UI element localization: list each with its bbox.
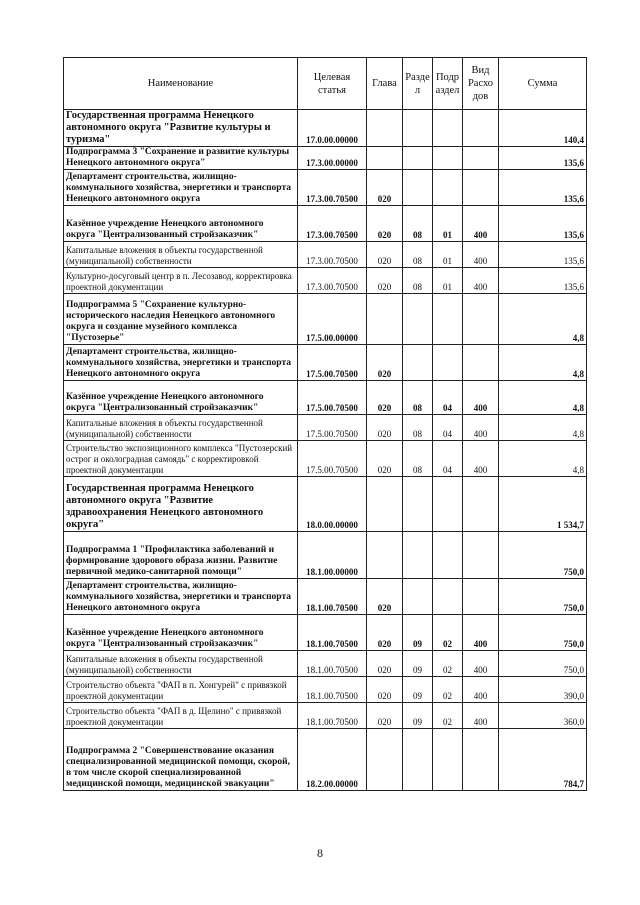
column-header-subsection: Подр аздел bbox=[433, 58, 463, 110]
row-glava bbox=[367, 110, 403, 147]
column-header-name: Наименование bbox=[64, 58, 298, 110]
row-name: Строительство объекта "ФАП в п. Хонгурей" с привязкой проектной документации bbox=[64, 677, 298, 703]
row-vid: 400 bbox=[463, 703, 499, 729]
row-razdel: 08 bbox=[403, 206, 433, 242]
row-podrazdel: 01 bbox=[433, 268, 463, 294]
row-vid: 400 bbox=[463, 677, 499, 703]
row-vid: 400 bbox=[463, 381, 499, 415]
table-row bbox=[64, 294, 587, 345]
row-glava bbox=[367, 532, 403, 579]
row-name: Подпрограмма 5 "Сохранение культурно-исторического наследия Ненецкого автономного округа и создание музейного комплекса "Пустозерье" bbox=[64, 294, 298, 345]
row-name: Департамент строительства, жилищно-коммунального хозяйства, энергетики и транспорта Ненецкого автономного округа bbox=[64, 345, 298, 381]
row-code: 17.3.00.00000 bbox=[298, 147, 367, 170]
row-razdel: 08 bbox=[403, 441, 433, 477]
row-podrazdel bbox=[433, 345, 463, 381]
row-vid bbox=[463, 345, 499, 381]
row-razdel bbox=[403, 294, 433, 345]
row-podrazdel: 02 bbox=[433, 615, 463, 651]
row-name: Строительство объекта "ФАП в д. Щелино" с привязкой проектной документации bbox=[64, 703, 298, 729]
table-row bbox=[64, 415, 587, 441]
row-glava: 020 bbox=[367, 268, 403, 294]
row-name: Государственная программа Ненецкого автономного округа "Развитие здравоохранения Ненецкого автономного округа" bbox=[64, 477, 298, 532]
row-podrazdel: 04 bbox=[433, 381, 463, 415]
row-vid bbox=[463, 294, 499, 345]
row-sum: 4,8 bbox=[499, 345, 587, 381]
row-podrazdel bbox=[433, 110, 463, 147]
row-vid: 400 bbox=[463, 415, 499, 441]
table-row bbox=[64, 441, 587, 477]
row-vid bbox=[463, 147, 499, 170]
row-podrazdel bbox=[433, 147, 463, 170]
row-vid: 400 bbox=[463, 441, 499, 477]
row-code: 17.5.00.70500 bbox=[298, 441, 367, 477]
row-podrazdel: 02 bbox=[433, 677, 463, 703]
row-sum: 390,0 bbox=[499, 677, 587, 703]
row-code: 18.2.00.00000 bbox=[298, 729, 367, 791]
row-code: 18.1.00.00000 bbox=[298, 532, 367, 579]
row-razdel: 09 bbox=[403, 703, 433, 729]
row-code: 18.1.00.70500 bbox=[298, 703, 367, 729]
row-code: 17.3.00.70500 bbox=[298, 242, 367, 268]
row-razdel: 09 bbox=[403, 615, 433, 651]
row-glava: 020 bbox=[367, 415, 403, 441]
row-name: Капитальные вложения в объекты государственной (муниципальной) собственности bbox=[64, 651, 298, 677]
table-row bbox=[64, 532, 587, 579]
row-sum: 140,4 bbox=[499, 110, 587, 147]
row-podrazdel: 02 bbox=[433, 651, 463, 677]
row-vid: 400 bbox=[463, 615, 499, 651]
row-razdel: 08 bbox=[403, 242, 433, 268]
row-code: 18.1.00.70500 bbox=[298, 677, 367, 703]
table-row bbox=[64, 651, 587, 677]
row-glava: 020 bbox=[367, 381, 403, 415]
row-code: 18.0.00.00000 bbox=[298, 477, 367, 532]
row-vid bbox=[463, 170, 499, 206]
row-razdel: 09 bbox=[403, 651, 433, 677]
row-code: 17.5.00.70500 bbox=[298, 415, 367, 441]
row-code: 17.3.00.70500 bbox=[298, 206, 367, 242]
row-sum: 135,6 bbox=[499, 268, 587, 294]
budget-table bbox=[63, 57, 587, 791]
table-row bbox=[64, 110, 587, 147]
table-row bbox=[64, 268, 587, 294]
table-row bbox=[64, 170, 587, 206]
row-sum: 750,0 bbox=[499, 579, 587, 615]
row-sum: 135,6 bbox=[499, 147, 587, 170]
table-row bbox=[64, 345, 587, 381]
row-code: 17.5.00.70500 bbox=[298, 345, 367, 381]
page-number: 8 bbox=[317, 846, 323, 860]
row-podrazdel: 01 bbox=[433, 242, 463, 268]
table-row bbox=[64, 381, 587, 415]
row-vid: 400 bbox=[463, 206, 499, 242]
row-name: Подпрограмма 2 "Совершенствование оказания специализированной медицинской помощи, скорой, в том числе скорой специализированной медицинской помощи, медицинской эвакуации" bbox=[64, 729, 298, 791]
row-sum: 135,6 bbox=[499, 170, 587, 206]
row-razdel bbox=[403, 147, 433, 170]
row-glava bbox=[367, 294, 403, 345]
row-glava bbox=[367, 147, 403, 170]
row-code: 17.5.00.70500 bbox=[298, 381, 367, 415]
row-glava: 020 bbox=[367, 615, 403, 651]
row-podrazdel: 04 bbox=[433, 415, 463, 441]
row-podrazdel bbox=[433, 579, 463, 615]
row-code: 18.1.00.70500 bbox=[298, 579, 367, 615]
row-razdel bbox=[403, 170, 433, 206]
row-name: Строительство экспозиционного комплекса "Пустозерский острог и околоградная самоядь" с корректировкой проектной документации bbox=[64, 441, 298, 477]
row-razdel: 08 bbox=[403, 381, 433, 415]
column-header-head: Глава bbox=[367, 58, 403, 110]
table-row bbox=[64, 242, 587, 268]
row-vid bbox=[463, 729, 499, 791]
row-glava bbox=[367, 729, 403, 791]
row-glava: 020 bbox=[367, 703, 403, 729]
row-code: 17.0.00.00000 bbox=[298, 110, 367, 147]
row-code: 17.3.00.70500 bbox=[298, 268, 367, 294]
row-sum: 4,8 bbox=[499, 381, 587, 415]
row-vid bbox=[463, 110, 499, 147]
row-sum: 135,6 bbox=[499, 242, 587, 268]
row-razdel bbox=[403, 579, 433, 615]
row-sum: 4,8 bbox=[499, 415, 587, 441]
row-name: Казённое учреждение Ненецкого автономного округа "Централизованный стройзаказчик" bbox=[64, 615, 298, 651]
row-razdel: 08 bbox=[403, 415, 433, 441]
row-glava: 020 bbox=[367, 441, 403, 477]
row-vid: 400 bbox=[463, 242, 499, 268]
table-row bbox=[64, 729, 587, 791]
column-header-type: Вид Расхо дов bbox=[463, 58, 499, 110]
row-podrazdel bbox=[433, 170, 463, 206]
row-name: Культурно-досуговый центр в п. Лесозавод, корректировка проектной документации bbox=[64, 268, 298, 294]
row-razdel bbox=[403, 729, 433, 791]
row-name: Казённое учреждение Ненецкого автономного округа "Централизованный стройзаказчик" bbox=[64, 381, 298, 415]
row-podrazdel: 02 bbox=[433, 703, 463, 729]
table-row bbox=[64, 206, 587, 242]
row-name: Подпрограмма 3 "Сохранение и развитие культуры Ненецкого автономного округа" bbox=[64, 147, 298, 170]
table-row bbox=[64, 703, 587, 729]
row-code: 18.1.00.70500 bbox=[298, 651, 367, 677]
row-podrazdel bbox=[433, 532, 463, 579]
row-razdel: 09 bbox=[403, 677, 433, 703]
row-sum: 750,0 bbox=[499, 532, 587, 579]
row-sum: 784,7 bbox=[499, 729, 587, 791]
row-code: 17.3.00.70500 bbox=[298, 170, 367, 206]
table-header-row bbox=[64, 58, 587, 110]
table-row bbox=[64, 615, 587, 651]
row-vid: 400 bbox=[463, 651, 499, 677]
row-razdel bbox=[403, 532, 433, 579]
column-header-section: Разде л bbox=[403, 58, 433, 110]
row-podrazdel bbox=[433, 729, 463, 791]
row-glava bbox=[367, 477, 403, 532]
row-sum: 750,0 bbox=[499, 651, 587, 677]
row-podrazdel bbox=[433, 294, 463, 345]
row-vid: 400 bbox=[463, 268, 499, 294]
row-sum: 135,6 bbox=[499, 206, 587, 242]
row-razdel: 08 bbox=[403, 268, 433, 294]
table-row bbox=[64, 147, 587, 170]
row-glava: 020 bbox=[367, 651, 403, 677]
row-sum: 750,0 bbox=[499, 615, 587, 651]
row-glava: 020 bbox=[367, 579, 403, 615]
table-row bbox=[64, 677, 587, 703]
row-code: 17.5.00.00000 bbox=[298, 294, 367, 345]
row-glava: 020 bbox=[367, 242, 403, 268]
row-razdel bbox=[403, 477, 433, 532]
row-glava: 020 bbox=[367, 206, 403, 242]
row-name: Департамент строительства, жилищно-коммунального хозяйства, энергетики и транспорта Ненецкого автономного округа bbox=[64, 579, 298, 615]
row-podrazdel: 01 bbox=[433, 206, 463, 242]
row-code: 18.1.00.70500 bbox=[298, 615, 367, 651]
row-podrazdel: 04 bbox=[433, 441, 463, 477]
table-row bbox=[64, 477, 587, 532]
row-name: Казённое учреждение Ненецкого автономного округа "Централизованный стройзаказчик" bbox=[64, 206, 298, 242]
row-name: Подпрограмма 1 "Профилактика заболеваний и формирование здорового образа жизни. Развитие первичной медико-санитарной помощи" bbox=[64, 532, 298, 579]
row-name: Департамент строительства, жилищно-коммунального хозяйства, энергетики и транспорта Ненецкого автономного округа bbox=[64, 170, 298, 206]
row-name: Капитальные вложения в объекты государственной (муниципальной) собственности bbox=[64, 242, 298, 268]
column-header-sum: Сумма bbox=[499, 58, 587, 110]
row-name: Капитальные вложения в объекты государственной (муниципальной) собственности bbox=[64, 415, 298, 441]
row-vid bbox=[463, 477, 499, 532]
row-vid bbox=[463, 579, 499, 615]
row-sum: 4,8 bbox=[499, 294, 587, 345]
row-vid bbox=[463, 532, 499, 579]
row-glava: 020 bbox=[367, 170, 403, 206]
row-sum: 4,8 bbox=[499, 441, 587, 477]
row-sum: 360,0 bbox=[499, 703, 587, 729]
table-row bbox=[64, 579, 587, 615]
column-header-target: Целевая статья bbox=[298, 58, 367, 110]
row-glava: 020 bbox=[367, 677, 403, 703]
row-razdel bbox=[403, 110, 433, 147]
row-sum: 1 534,7 bbox=[499, 477, 587, 532]
row-name: Государственная программа Ненецкого автономного округа "Развитие культуры и туризма" bbox=[64, 110, 298, 147]
row-glava: 020 bbox=[367, 345, 403, 381]
row-razdel bbox=[403, 345, 433, 381]
row-podrazdel bbox=[433, 477, 463, 532]
